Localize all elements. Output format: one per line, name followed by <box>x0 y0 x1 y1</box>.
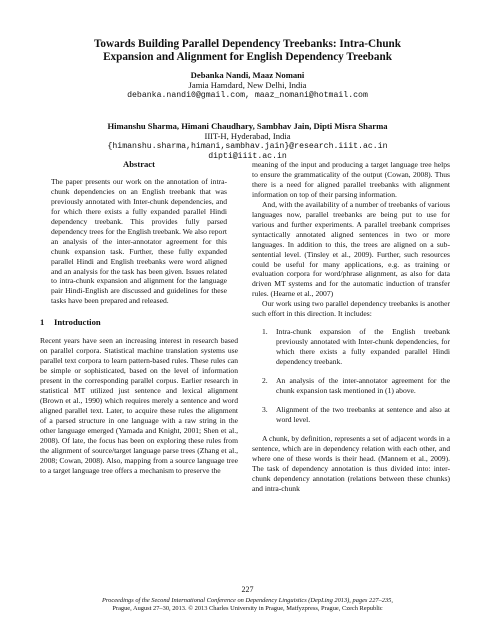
footer-line-2: Prague, August 27–30, 2013. © 2013 Charles University in Prague, Matfyzpress, Prague, Czech Republic <box>112 605 383 612</box>
affiliation-2: IIIT-H, Hyderabad, India <box>204 131 291 142</box>
abstract-heading: Abstract <box>123 159 155 169</box>
title-line-2: Expansion and Alignment for English Dependency Treebank <box>103 51 392 63</box>
list-item-text: An analysis of the inter-annotator agreement for the chunk expansion task mentioned in (1) above. <box>276 376 450 396</box>
section-title: Introduction <box>54 317 101 328</box>
contribution-list <box>252 327 450 425</box>
page-number: 227 <box>241 585 254 594</box>
list-item-number: 2. <box>262 376 268 386</box>
title-line-1: Towards Building Parallel Dependency Treebanks: Intra-Chunk <box>94 38 401 50</box>
right-column <box>252 160 450 494</box>
emails-2-line-2: dipti@iiit.ac.in <box>208 152 287 162</box>
author-names-2: Himanshu Sharma, Himani Chaudhary, Sambhav Jain, Dipti Misra Sharma <box>107 121 388 131</box>
author-names-1: Debanka Nandi, Maaz Nomani <box>190 70 305 80</box>
left-column <box>40 160 238 476</box>
abstract-text: The paper presents our work on the annotation of intra-chunk dependencies on an English treebank that was previously annotated with Inter-chunk dependencies, and for which there exists a fully expanded parallel Hindi dependency treebank. This provides fully parsed dependency trees for the English treebank. We also report an analysis of the inter-annotator agreement for this chunk expansion task. Further, these fully expanded parallel Hindi and English treebanks were word aligned and an analysis for the task has been given. Issues related to intra-chunk expansion and alignment for the language pair Hindi-English are discussed and guidelines for these tasks have been prepared and released. <box>51 176 227 306</box>
affiliation-1: Jamia Hamdard, New Delhi, India <box>188 80 307 91</box>
right-paragraph-4: A chunk, by definition, represents a set of adjacent words in a sentence, which are in dependency relation with each other, and where one of these words is their head. (Mannem et al., 2009). The task of dependency annotation is thus divided into: inter-chunk dependency annotation (relations between these chunks) and intra-chunk <box>252 433 450 493</box>
author-block-2 <box>40 121 455 163</box>
list-item-number: 1. <box>262 327 268 337</box>
author-block-1 <box>40 70 455 101</box>
list-item-text: Intra-chunk expansion of the English treebank previously annotated with Inter-chunk dependencies, for which there exists a fully expanded parallel Hindi dependency treebank. <box>276 327 450 367</box>
section-heading-introduction <box>40 318 238 328</box>
emails-1: debanka.nandi0@gmail.com, maaz_nomani@hotmail.com <box>127 90 368 100</box>
right-paragraph-2: And, with the availability of a number of treebanks of various languages now, parallel treebanks are being put to use for various and further experiments. A parallel treebank comprises syntactically annotated aligned sentences in two or more languages. In addition to this, the trees are aligned on a sub-sentential level. (Tinsley et al., 2009). Further, such resources could be useful for many applications, e.g. as training or evaluation corpora for word/phrase alignment, as also for data driven MT systems and for the automatic induction of transfer rules. (Hearne et al., 2007) <box>252 199 450 299</box>
list-item <box>262 376 450 396</box>
intro-paragraph-1: Recent years have seen an increasing interest in research based on parallel corpora. Statistical machine translation systems use parallel text corpora to learn pattern-based rules. These rules can be simple or sophisticated, based on the level of information present in the corresponding parallel corpus. Earlier research in statistical MT utilized just sentence and lexical alignment (Brown et al., 1990) which requires merely a sentence and word aligned parallel text. Later, to acquire these rules the alignment of a parsed structure in one language with a raw string in the other language emerged (Yamada and Knight, 2001; Shen et al., 2008). Of late, the focus has been on exploring these rules from the alignment of source/target language parse trees (Zhang et al., 2008; Cowan, 2008). Also, mapping from a source language tree to a target language tree offers a mechanism to preserve the <box>40 336 238 475</box>
right-paragraph-3: Our work using two parallel dependency treebanks is another such effort in this direction. It includes: <box>252 299 450 319</box>
right-paragraph-1: meaning of the input and producing a target language tree helps to ensure the grammaticality of the output (Cowan, 2008). Thus there is a need for aligned parallel treebanks with alignment information on top of their parsing information. <box>252 160 450 199</box>
list-item-text: Alignment of the two treebanks at sentence and also at word level. <box>276 404 450 424</box>
list-item <box>262 405 450 425</box>
proceedings-footer <box>30 597 465 613</box>
section-number: 1 <box>40 317 45 328</box>
emails-2-line-1: {himanshu.sharma,himani,sambhav.jain}@research.iiit.ac.in <box>107 141 388 151</box>
list-item <box>262 327 450 367</box>
paper-title <box>40 38 455 64</box>
list-item-number: 3. <box>262 404 268 414</box>
footer-line-1: Proceedings of the Second International Conference on Dependency Linguistics (DepLing 2013), pages 227–235, <box>102 597 393 604</box>
